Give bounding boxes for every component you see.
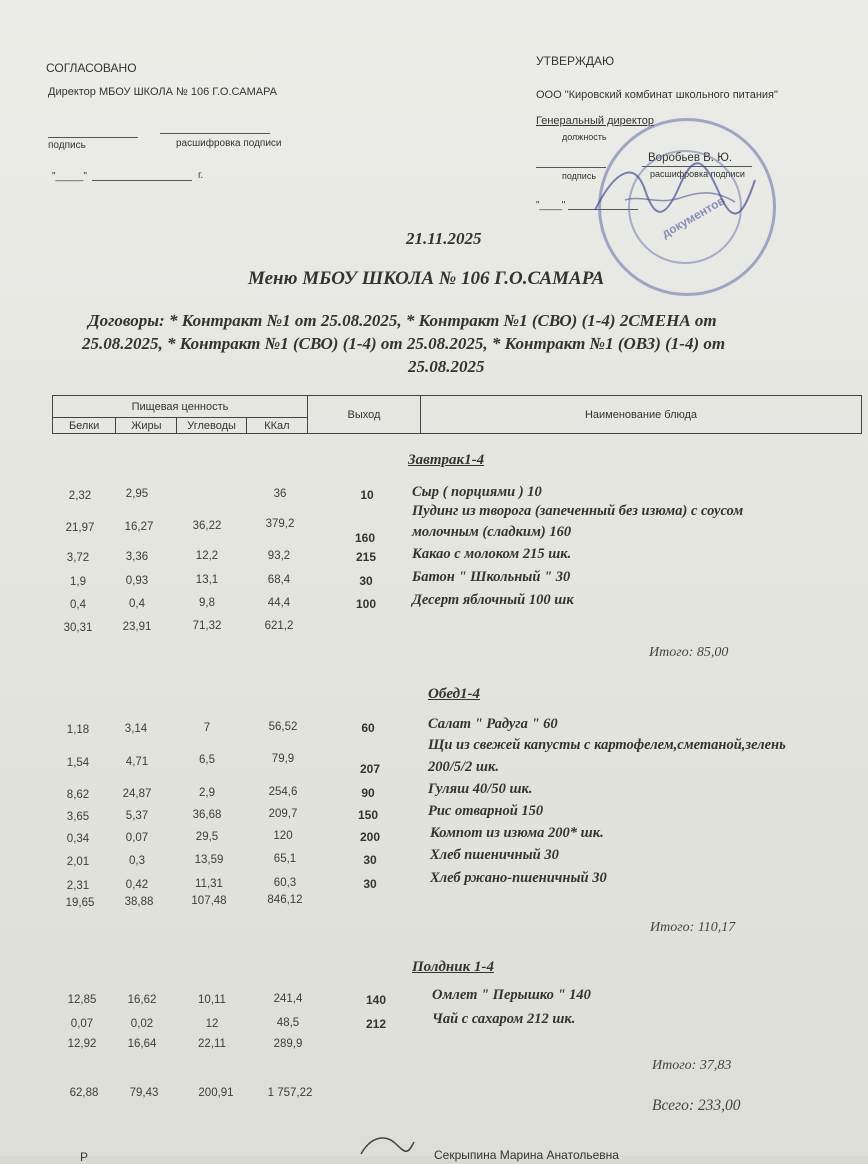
output-value: 150 [357,808,379,822]
carbs-sum: 107,48 [191,895,227,907]
carbs-grand: 200,91 [198,1087,234,1099]
director-line: Директор МБОУ ШКОЛА № 106 Г.О.САМАРА [48,86,278,98]
kcal-value: 120 [273,830,293,842]
protein-value: 0,07 [70,1018,94,1030]
protein-value: 12,85 [67,994,97,1006]
kcal-value: 79,9 [271,753,295,765]
dish-name: Салат " Радуга " 60 [428,716,558,732]
dish-name-header: Наименование блюда [421,396,862,434]
carbs-value: 2,9 [199,787,215,799]
output-value: 30 [363,877,377,891]
output-value: 212 [365,1017,387,1031]
protein-value: 0,4 [70,599,86,611]
protein-value: 3,65 [66,811,90,823]
nutrition-header: Пищевая ценность [53,396,308,418]
fat-value: 2,95 [125,488,149,500]
fat-value: 5,37 [125,810,149,822]
fat-value: 3,36 [125,551,149,563]
dish-name: Батон " Школьный " 30 [412,569,571,585]
kcal-value: 60,3 [273,877,297,889]
decoding-caption-left: расшифровка подписи [176,138,282,149]
fat-value: 0,93 [125,575,149,587]
approve-label: УТВЕРЖДАЮ [536,54,615,68]
fat-value: 0,3 [129,855,145,867]
section-title: Обед1-4 [428,686,481,702]
protein-value: 21,97 [65,522,95,534]
position-caption: должность [562,132,607,142]
kcal-sum: 846,12 [267,894,303,906]
output-value: 207 [359,762,381,776]
dish-name-cont: молочным (сладким) 160 [412,524,572,540]
protein-value: 1,9 [70,576,86,588]
output-header: Выход [308,396,421,434]
dish-name: Щи из свежей капусты с картофелем,сметаной,зелень [428,737,786,753]
kcal-value: 44,4 [267,597,291,609]
output-value: 10 [360,488,374,502]
protein-value: 2,31 [66,880,90,892]
protein-value: 2,01 [66,856,90,868]
menu-date: 21.11.2025 [406,229,482,248]
carbs-value: 29,5 [195,831,219,843]
protein-value: 3,72 [66,552,90,564]
fat-value: 3,14 [124,723,148,735]
dish-name: Чай с сахаром 212 шк. [432,1011,576,1027]
stamp-center-text: документов [659,193,728,241]
carbs-header: Углеводы [177,418,246,434]
fat-sum: 23,91 [122,621,152,633]
carbs-value: 7 [203,722,211,734]
output-value: 30 [359,574,373,588]
protein-header: Белки [53,418,116,434]
fat-value: 0,4 [129,598,145,610]
section-total: Итого: 37,83 [652,1058,732,1073]
output-value: 30 [363,853,377,867]
fat-value: 16,62 [127,994,157,1006]
carbs-value: 36,68 [192,809,222,821]
decoding-caption-right: расшифровка подписи [650,169,745,179]
signature-caption-left: подпись [48,140,86,151]
fat-value: 4,71 [125,756,149,768]
date-prefix-left: "_____" [52,171,87,182]
signature-caption-right: подпись [562,171,597,181]
section-total: Итого: 85,00 [649,645,729,660]
kcal-value: 241,4 [273,993,303,1005]
kcal-value: 379,2 [265,518,295,530]
dish-name: Сыр ( порциями ) 10 [412,484,542,500]
dish-name-cont: 200/5/2 шк. [428,759,499,775]
carbs-sum: 22,11 [198,1038,226,1050]
carbs-sum: 71,32 [192,620,222,632]
carbs-value: 10,11 [198,994,226,1006]
kcal-value: 209,7 [268,808,298,820]
carbs-value: 36,22 [192,520,222,532]
fat-value: 16,27 [124,521,154,533]
protein-value: 8,62 [66,789,90,801]
dish-name: Хлеб ржано-пшеничный 30 [430,870,607,886]
kcal-value: 65,1 [273,853,297,865]
carbs-value: 6,5 [199,754,215,766]
contracts-line-3: 25.08.2025 [408,357,485,376]
protein-value: 1,18 [66,724,90,736]
kcal-sum: 289,9 [273,1038,303,1050]
carbs-value: 13,59 [194,854,224,866]
kcal-value: 56,52 [268,721,298,733]
carbs-value: 13,1 [195,574,219,586]
section-title: Завтрак1-4 [408,452,485,468]
section-total: Итого: 110,17 [650,920,736,935]
kcal-value: 68,4 [267,574,291,586]
fat-value: 24,87 [122,788,152,800]
output-value: 60 [361,721,375,735]
dish-name: Десерт яблочный 100 шк [412,592,574,608]
director-name: Воробьев В. Ю. [648,152,733,164]
carbs-value: 12 [205,1018,219,1030]
dish-name: Компот из изюма 200* шк. [430,825,604,841]
protein-value: 2,32 [68,490,92,502]
section-title: Полдник 1-4 [412,959,494,975]
protein-value: 0,34 [66,833,90,845]
org-name: ООО "Кировский комбинат школьного питания" [536,89,778,101]
dish-name: Хлеб пшеничный 30 [430,847,559,863]
position: Генеральный директор [536,115,654,127]
dish-name: Омлет " Перышко " 140 [432,987,591,1003]
approved-label: СОГЛАСОВАНО [46,61,137,75]
dish-name: Какао с молоком 215 шк. [412,546,572,562]
output-value: 140 [365,993,387,1007]
table-header [52,395,862,434]
footer-left: Р [80,1150,89,1164]
output-value: 200 [359,830,381,844]
kcal-value: 36 [273,488,287,500]
menu-title: Меню МБОУ ШКОЛА № 106 Г.О.САМАРА [248,268,605,289]
protein-value: 1,54 [66,757,90,769]
dish-name: Рис отварной 150 [428,803,544,819]
footer-signature [356,1134,416,1156]
fat-sum: 38,88 [124,896,154,908]
dish-name: Пудинг из творога (запеченный без изюма) с соусом [412,503,744,519]
kcal-grand: 1 757,22 [267,1087,313,1099]
fat-header: Жиры [116,418,177,434]
output-value: 215 [355,550,377,564]
protein-grand: 62,88 [69,1087,99,1099]
fat-sum: 16,64 [127,1038,157,1050]
kcal-header: ККал [246,418,307,434]
fat-value: 0,02 [130,1018,154,1030]
kcal-value: 48,5 [276,1017,300,1029]
fat-value: 0,42 [125,879,149,891]
kcal-value: 93,2 [267,550,291,562]
fat-value: 0,07 [125,832,149,844]
director-signature [585,150,765,240]
protein-sum: 12,92 [67,1038,97,1050]
kcal-value: 254,6 [268,786,298,798]
protein-sum: 19,65 [65,897,95,909]
contracts-line-1: Договоры: * Контракт №1 от 25.08.2025, * Контракт №1 (СВО) (1-4) 2СМЕНА от [88,311,717,330]
carbs-value: 12,2 [195,550,219,562]
carbs-value: 9,8 [199,597,215,609]
kcal-sum: 621,2 [264,620,294,632]
date-suffix-left: г. [198,170,204,181]
carbs-value: 11,31 [195,878,223,890]
fat-grand: 79,43 [129,1087,159,1099]
output-value: 160 [354,531,376,545]
footer-right: Секрыпина Марина Анатольевна [434,1148,619,1162]
protein-sum: 30,31 [63,622,93,634]
grand-total: Всего: 233,00 [652,1097,741,1114]
output-value: 90 [361,786,375,800]
output-value: 100 [355,597,377,611]
date-prefix-right: "____" [536,200,566,211]
contracts-line-2: 25.08.2025, * Контракт №1 (СВО) (1-4) от 25.08.2025, * Контракт №1 (ОВЗ) (1-4) от [82,334,726,353]
dish-name: Гуляш 40/50 шк. [428,781,533,797]
